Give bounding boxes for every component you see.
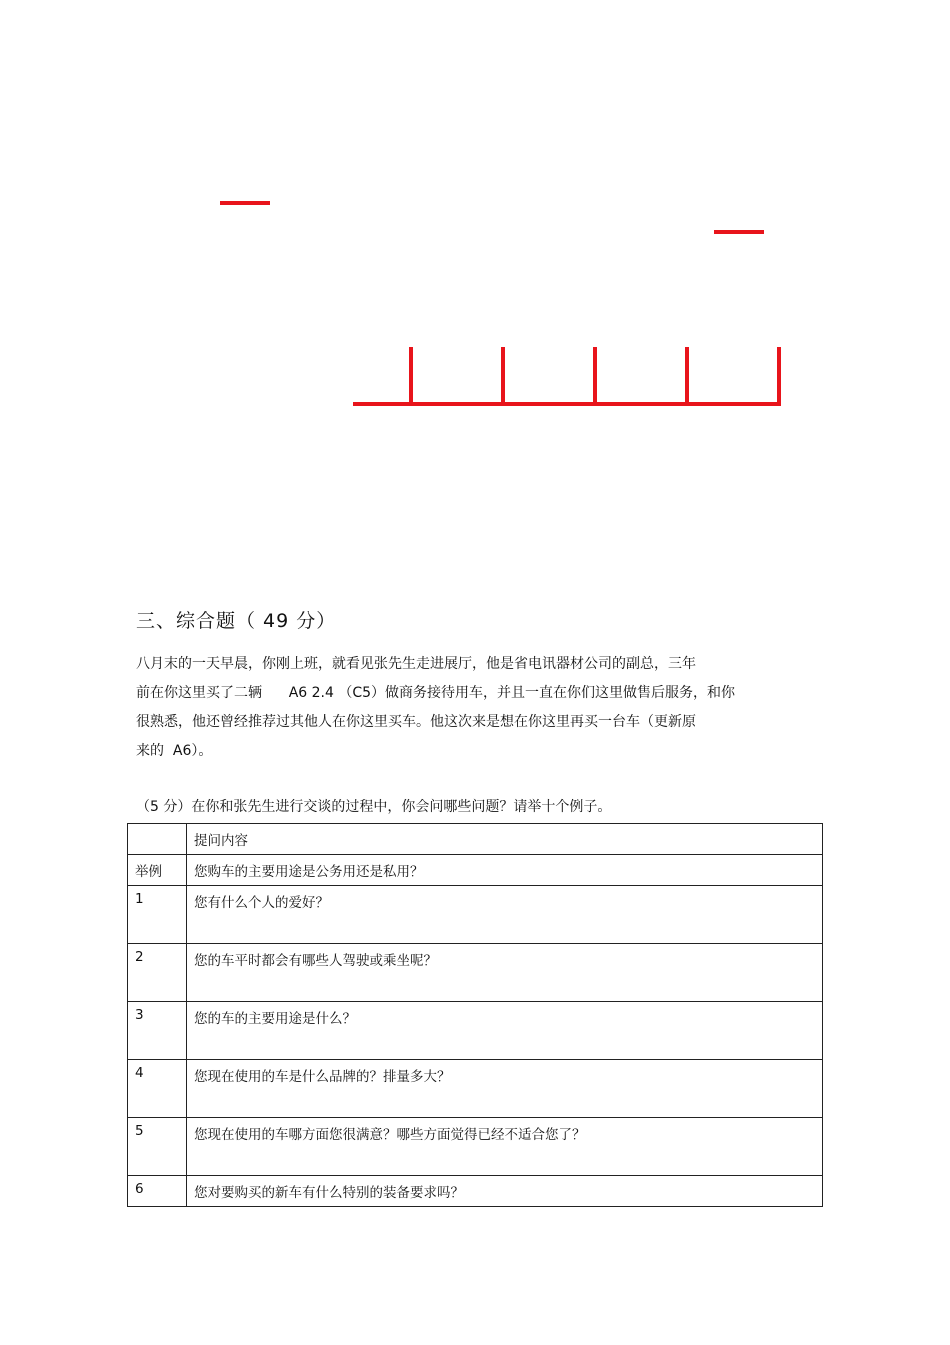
table-row <box>128 1176 823 1207</box>
row-question: 您对要购买的新车有什么特别的装备要求吗？ <box>187 1176 823 1207</box>
table-row <box>128 1118 823 1176</box>
table-row <box>128 1002 823 1060</box>
header-cell-content: 提问内容 <box>187 824 823 855</box>
red-bracket-tick <box>501 347 505 405</box>
table-row <box>128 1060 823 1118</box>
row-number: 6 <box>128 1176 187 1207</box>
paragraph-line: 来的 A6）。 <box>136 743 213 759</box>
scenario-paragraph <box>136 650 776 766</box>
question-prompt: （5 分）在你和张先生进行交谈的过程中，你会问哪些问题？请举十个例子。 <box>136 799 612 815</box>
red-bracket-tick <box>685 347 689 405</box>
row-number: 2 <box>128 944 187 1002</box>
row-question: 您的车的主要用途是什么？ <box>187 1002 823 1060</box>
row-number: 3 <box>128 1002 187 1060</box>
row-number: 举例 <box>128 855 187 886</box>
table-row <box>128 855 823 886</box>
red-bracket-tick <box>593 347 597 405</box>
paragraph-line: 前在你这里买了二辆 A6 2.4 （C5）做商务接待用车，并且一直在你们这里做售后服务，和你 <box>136 685 736 701</box>
red-dash-mark-left <box>220 201 270 205</box>
row-number: 1 <box>128 886 187 944</box>
red-dash-mark-right <box>714 230 764 234</box>
paragraph-line: 八月末的一天早晨，你刚上班，就看见张先生走进展厅，他是省电讯器材公司的副总，三年 <box>136 656 696 672</box>
section-title: 三、综合题（ 49 分） <box>136 610 337 632</box>
row-number: 5 <box>128 1118 187 1176</box>
row-question: 您现在使用的车是什么品牌的？排量多大？ <box>187 1060 823 1118</box>
table-row <box>128 944 823 1002</box>
table-row <box>128 886 823 944</box>
table-header-row <box>128 824 823 855</box>
header-cell-number <box>128 824 187 855</box>
row-question: 您现在使用的车哪方面您很满意？哪些方面觉得已经不适合您了？ <box>187 1118 823 1176</box>
row-question: 您购车的主要用途是公务用还是私用？ <box>187 855 823 886</box>
red-bracket-baseline <box>353 402 781 406</box>
row-question: 您的车平时都会有哪些人驾驶或乘坐呢？ <box>187 944 823 1002</box>
red-bracket-tick <box>777 347 781 405</box>
red-bracket-tick <box>409 347 413 405</box>
questions-table <box>127 823 823 1207</box>
row-question: 您有什么个人的爱好？ <box>187 886 823 944</box>
row-number: 4 <box>128 1060 187 1118</box>
paragraph-line: 很熟悉，他还曾经推荐过其他人在你这里买车。他这次来是想在你这里再买一台车（更新原 <box>136 714 696 730</box>
